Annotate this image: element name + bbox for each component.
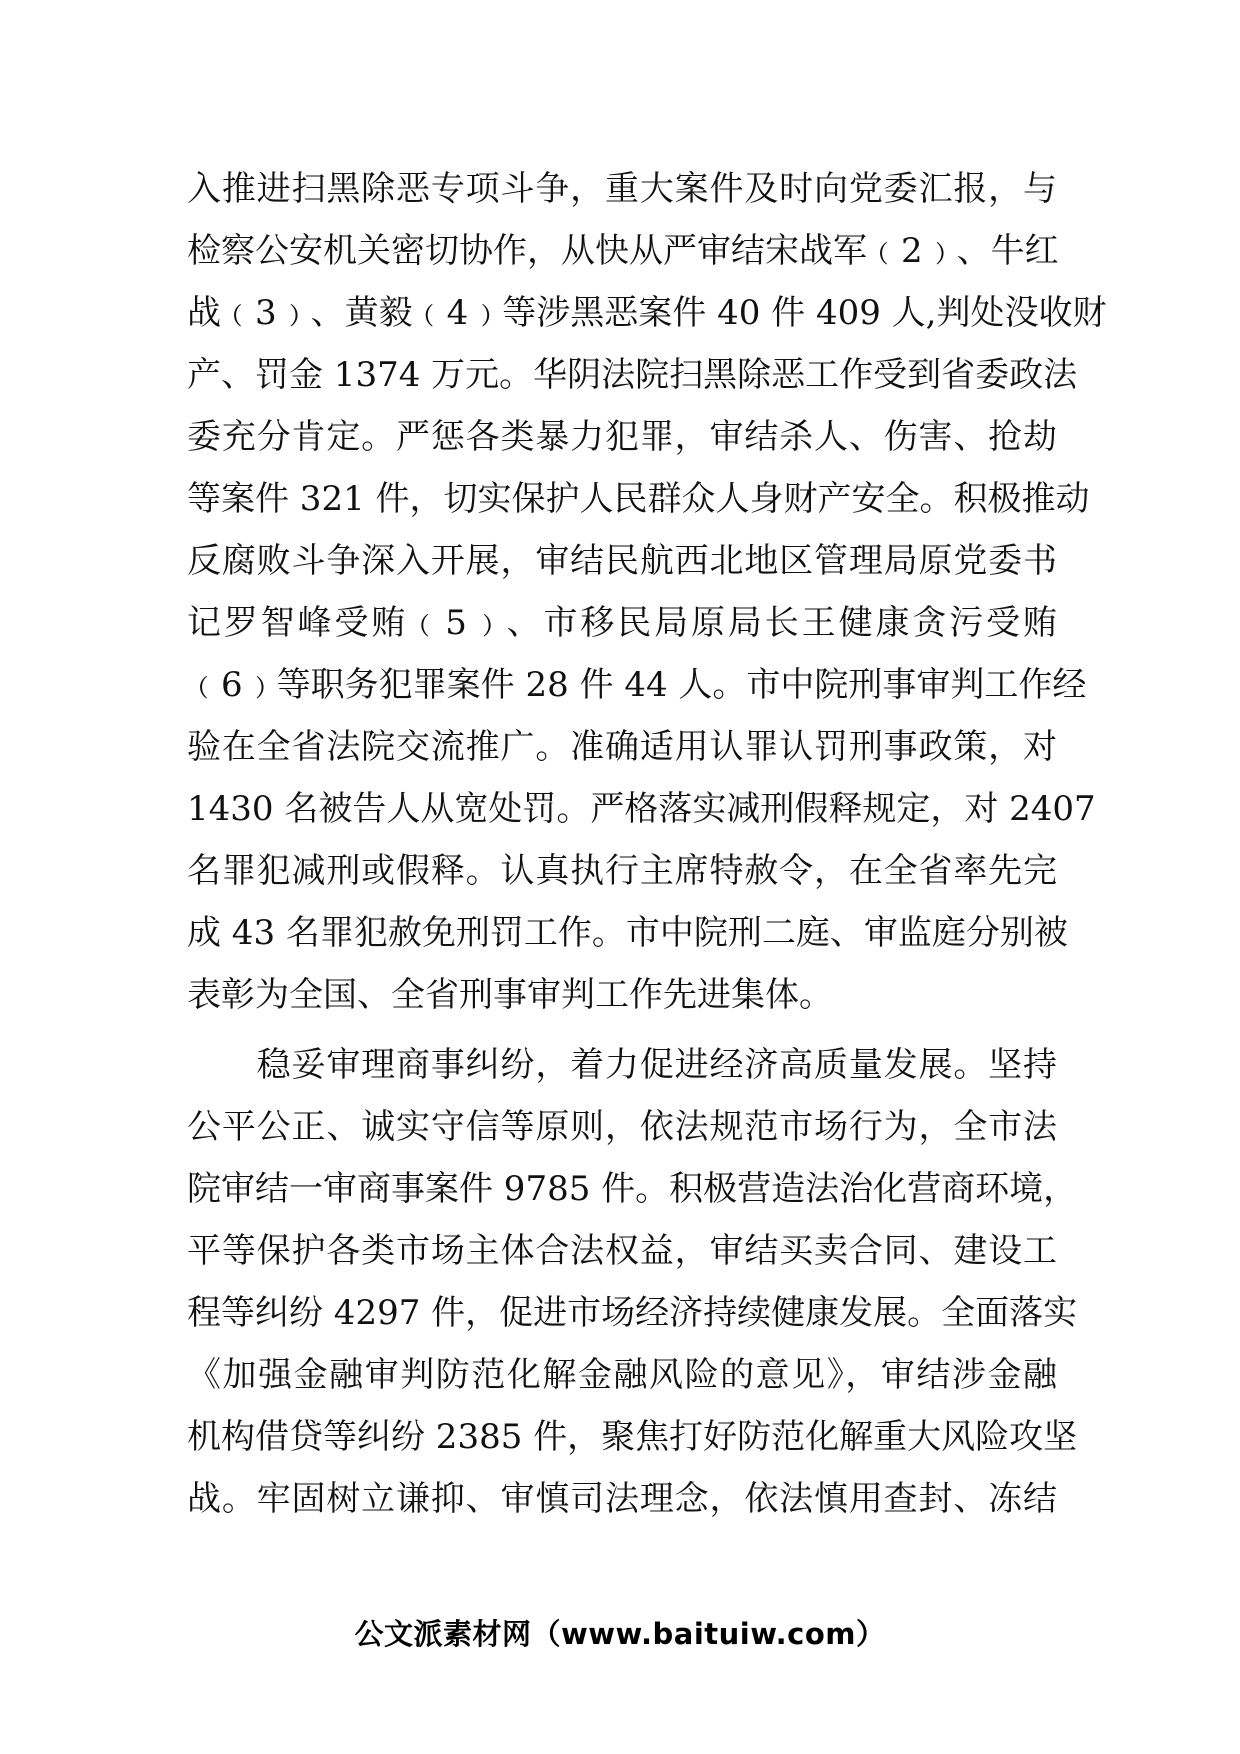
text-line: 委充分肯定。严惩各类暴力犯罪，审结杀人、伤害、抢劫 <box>187 417 1057 457</box>
text-line: 平等保护各类市场主体合法权益，审结买卖合同、建设工 <box>187 1231 1057 1271</box>
text-line: 院审结一审商事案件 9785 件。积极营造法治化营商环境， <box>187 1169 1078 1209</box>
text-line: 反腐败斗争深入开展，审结民航西北地区管理局原党委书 <box>187 541 1057 581</box>
text-line: 表彰为全国、全省刑事审判工作先进集体。 <box>187 975 833 1015</box>
paragraph-first-line: 稳妥审理商事纠纷，着力促进经济高质量发展。坚持 <box>187 1045 1057 1085</box>
text-line: 成 43 名罪犯赦免刑罚工作。市中院刑二庭、审监庭分别被 <box>187 913 1068 953</box>
text-line: 公平公正、诚实守信等原则，依法规范市场行为，全市法 <box>187 1107 1057 1147</box>
text-line: 记罗智峰受贿﹙5﹚、市移民局原局长王健康贪污受贿 <box>187 603 1057 643</box>
text-line: 战。牢固树立谦抑、审慎司法理念，依法慎用查封、冻结 <box>187 1479 1057 1519</box>
text-line: 等案件 321 件，切实保护人民群众人身财产安全。积极推动 <box>187 479 1090 519</box>
text-line: 名罪犯减刑或假释。认真执行主席特赦令，在全省率先完 <box>187 851 1057 891</box>
footer-watermark: 公文派素材网（www.baituiw.com） <box>354 1617 886 1651</box>
body-text <box>187 158 1107 1530</box>
text-line: 验在全省法院交流推广。准确适用认罪认罚刑事政策，对 <box>187 727 1057 767</box>
text-line: ﹙6﹚等职务犯罪案件 28 件 44 人。市中院刑事审判工作经 <box>187 665 1087 705</box>
text-line: 产、罚金 1374 万元。华阴法院扫黑除恶工作受到省委政法 <box>187 355 1078 395</box>
text-line: 1430 名被告人从宽处罚。严格落实减刑假释规定，对 2407 <box>187 789 1096 829</box>
text-line: 程等纠纷 4297 件，促进市场经济持续健康发展。全面落实 <box>187 1293 1078 1333</box>
text-line: 战﹙3﹚、黄毅﹙4﹚等涉黑恶案件 40 件 409 人,判处没收财 <box>187 293 1107 333</box>
text-line: 检察公安机关密切协作，从快从严审结宋战军﹙2﹚、牛红 <box>187 231 1059 271</box>
text-line: 入推进扫黑除恶专项斗争，重大案件及时向党委汇报，与 <box>187 169 1057 209</box>
text-line: 机构借贷等纠纷 2385 件，聚焦打好防范化解重大风险攻坚 <box>187 1417 1078 1457</box>
text-line: 《加强金融审判防范化解金融风险的意见》，审结涉金融 <box>187 1355 1057 1395</box>
